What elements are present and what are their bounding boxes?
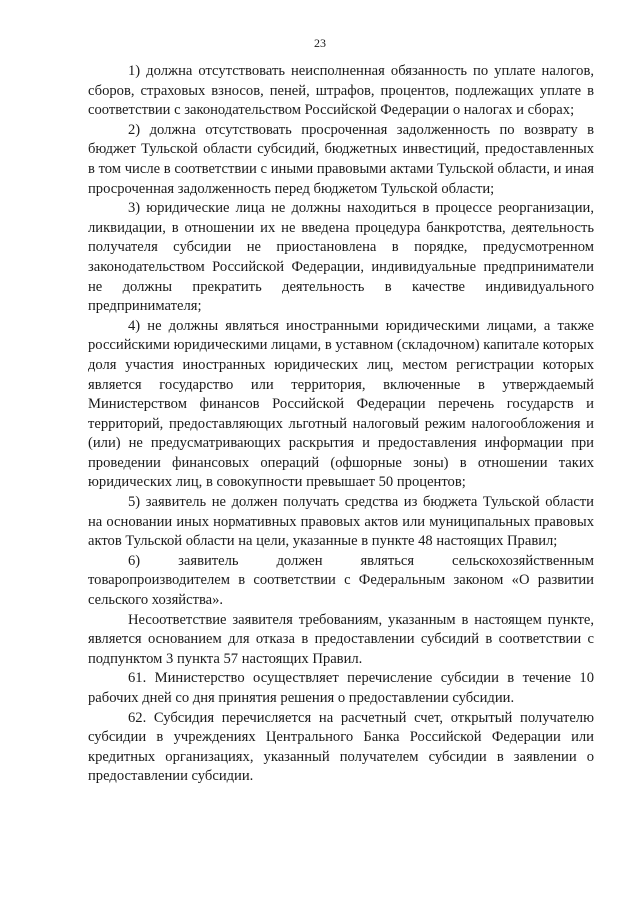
paragraph-clause-61: 61. Министерство осуществляет перечисление субсидии в течение 10 рабочих дней со дня принятия решения о предоставлении субсидии. (88, 670, 594, 706)
page-number: 23 (314, 36, 326, 50)
paragraph-subitem-2: 2) должна отсутствовать просроченная задолженность по возврату в бюджет Тульской области субсидий, бюджетных инвестиций, предоставленных в том числе в соответствии с иными правовыми актами Тульской области, и иная просроченная задолженность перед бюджетом Тульской области; (88, 121, 594, 197)
paragraph-subitem-3: 3) юридические лица не должны находиться в процессе реорганизации, ликвидации, в отношении их не введена процедура банкротства, деятельность получателя субсидии не приостановлена в порядке, предусмотренном законодательством Российской Федерации, индивидуальные предприниматели не должны прекратить деятельность в качестве индивидуального предпринимателя; (88, 200, 594, 315)
paragraph-subitem-6: 6) заявитель должен являться сельскохозяйственным товаропроизводителем в соответствии с Федеральным законом «О развитии сельского хозяйства». (88, 552, 594, 609)
paragraph-subitem-4: 4) не должны являться иностранными юридическими лицами, а также российскими юридическими лицами, в уставном (складочном) капитале которых доля участия иностранных юридических лиц, местом регистрации которых является государство или территория, включенные в утверждаемый Министерством финансов Российской Федерации перечень государств и территорий, предоставляющих льготный налоговый режим налогообложения и (или) не предусматривающих раскрытия и предоставления информации при проведении финансовых операций (офшорные зоны) в отношении таких юридических лиц, в совокупности превышает 50 процентов; (88, 317, 594, 491)
paragraph-subitem-1: 1) должна отсутствовать неисполненная обязанность по уплате налогов, сборов, страховых взносов, пеней, штрафов, процентов, подлежащих уплате в соответствии с законодательством Российской Федерации о налогах и сборах; (88, 63, 594, 119)
document-body (88, 62, 594, 787)
paragraph-noncompliance: Несоответствие заявителя требованиям, указанным в настоящем пункте, является основанием для отказа в предоставлении субсидий в соответствии с подпунктом 3 пункта 57 настоящих Правил. (88, 611, 594, 667)
paragraph-clause-62: 62. Субсидия перечисляется на расчетный счет, открытый получателю субсидии в учреждениях Центрального Банка Российской Федерации или кредитных организациях, указанный получателем субсидии в заявлении о предоставлении субсидии. (88, 709, 594, 785)
paragraph-subitem-5: 5) заявитель не должен получать средства из бюджета Тульской области на основании иных нормативных правовых актов или муниципальных правовых актов Тульской области на цели, указанные в пункте 48 настоящих Правил; (88, 494, 594, 550)
